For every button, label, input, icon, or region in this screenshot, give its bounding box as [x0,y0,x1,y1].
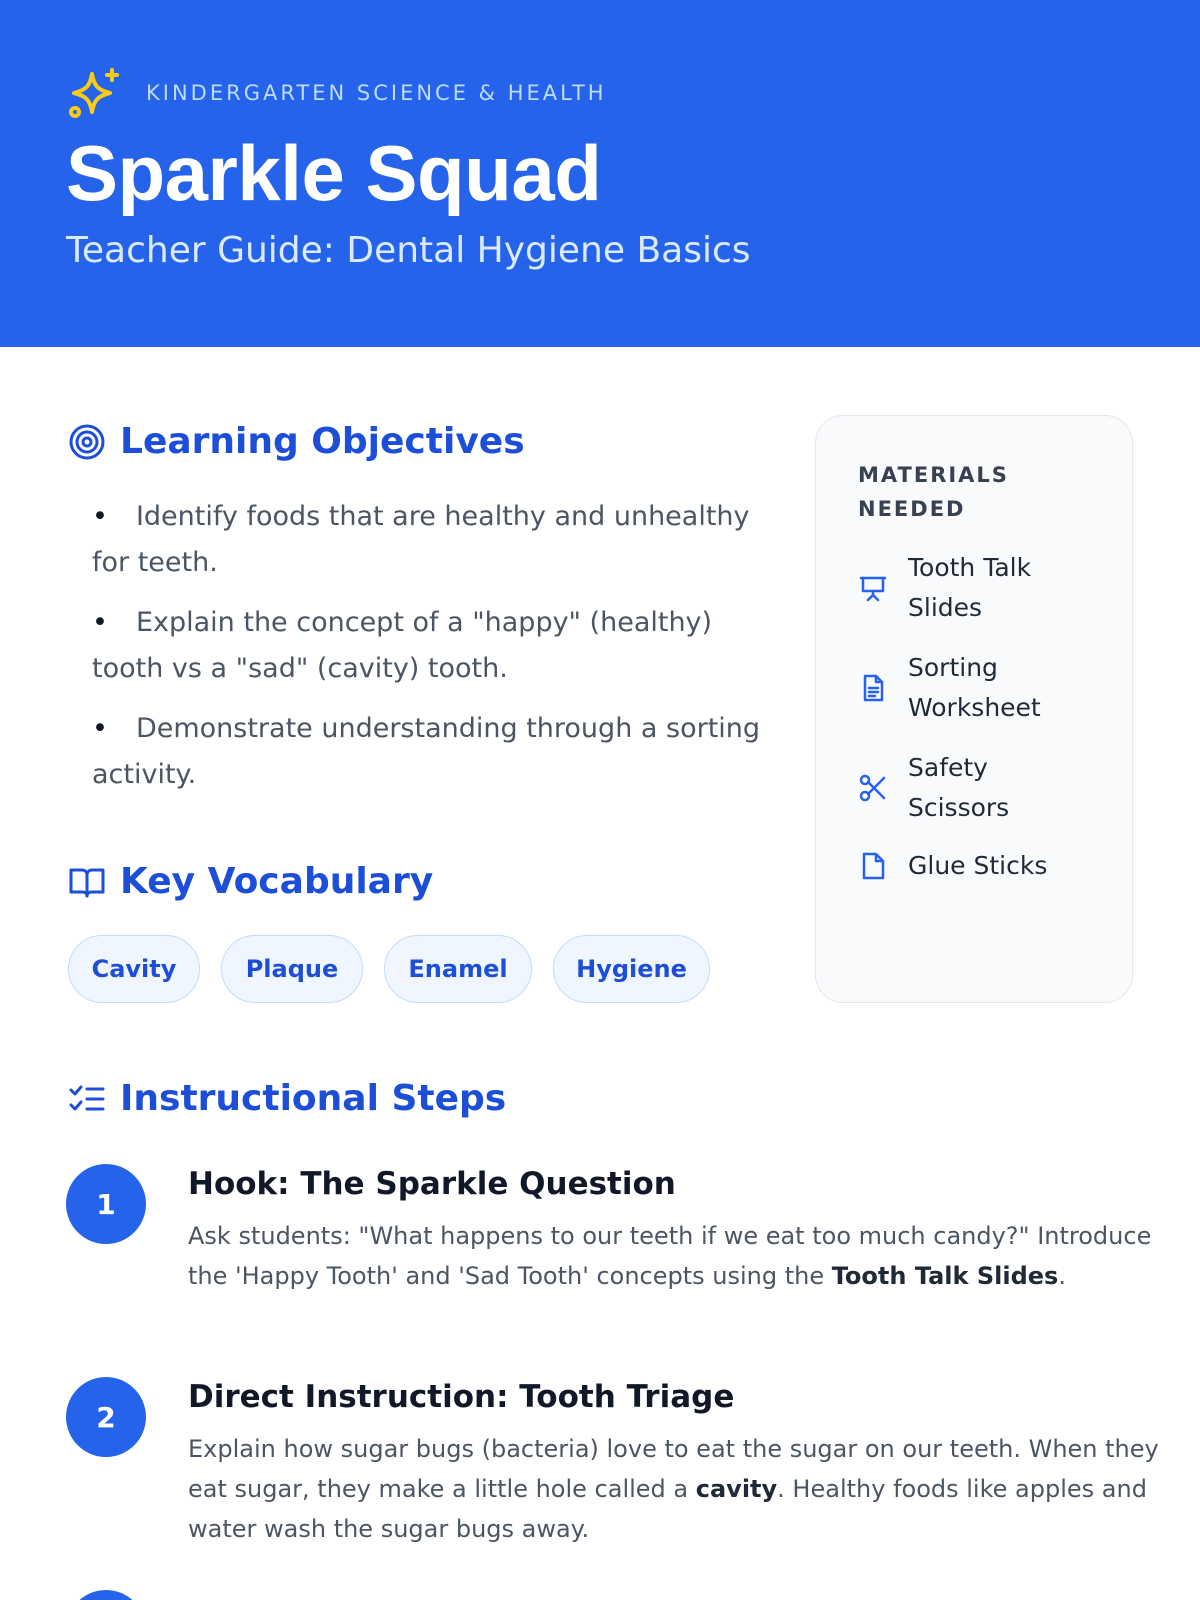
material-label: Safety Scissors [908,753,1010,822]
step-description: Explain how sugar bugs (bacteria) love to eat the sugar on our teeth. When they eat sugar, they make a little hole called a cavity. Healthy foods like apples and water wash the sugar bugs away. [188,1435,1159,1543]
material-item-glue [858,846,1098,886]
list-item: • Identify foods that are healthy and unhealthy for teeth. [92,494,762,586]
list-item: • Explain the concept of a "happy" (healthy) tooth vs a "sad" (cavity) tooth. [92,600,762,692]
material-item-scissors [858,748,1058,828]
vocab-chip-hygiene: Hygiene [553,935,710,1003]
header-eyebrow [68,66,607,120]
material-label: Tooth Talk Slides [908,553,1032,622]
sparkles-icon [68,66,120,120]
material-reference: Tooth Talk Slides [831,1262,1059,1290]
checklist-icon [68,1080,106,1118]
step-number: 2 [66,1377,146,1457]
page-header [0,0,1200,347]
file-icon [858,851,888,881]
step-3-number [66,1590,146,1600]
materials-title: MATERIALS NEEDED [858,463,1009,521]
page-title: Sparkle Squad [66,129,602,217]
subject-label: KINDERGARTEN SCIENCE & HEALTH [146,81,607,105]
vocab-chip-cavity: Cavity [68,935,200,1003]
step-title: Direct Instruction: Tooth Triage [188,1379,735,1415]
scissors-icon [858,773,888,803]
vocab-chip-enamel: Enamel [384,935,532,1003]
vocabulary-chips [68,935,731,1003]
materials-card [815,415,1133,1003]
vocabulary-heading [68,861,433,902]
presentation-icon [858,573,888,603]
page-subtitle: Teacher Guide: Dental Hygiene Basics [66,230,751,271]
list-item: • Demonstrate understanding through a sorting activity. [92,706,762,798]
book-open-icon [68,863,106,901]
document-icon [858,673,888,703]
material-item-worksheet [858,648,1078,728]
vocab-chip-plaque: Plaque [221,935,363,1003]
target-icon [68,423,106,461]
vocab-reference: cavity [695,1475,778,1503]
step-number: 1 [66,1164,146,1244]
step-description: Ask students: "What happens to our teeth if we eat too much candy?" Introduce the 'Happy Tooth' and 'Sad Tooth' concepts using the Tooth Talk Slides. [188,1222,1152,1290]
objectives-list [92,494,762,812]
step-title: Hook: The Sparkle Question [188,1166,676,1202]
steps-title: Instructional Steps [120,1078,507,1119]
objectives-heading [68,421,525,462]
material-item-slides [858,548,1058,628]
material-label: Glue Sticks [908,851,1048,880]
vocabulary-title: Key Vocabulary [120,861,434,902]
steps-heading [68,1078,506,1119]
material-label: Sorting Worksheet [908,653,1041,722]
objectives-title: Learning Objectives [120,421,525,462]
